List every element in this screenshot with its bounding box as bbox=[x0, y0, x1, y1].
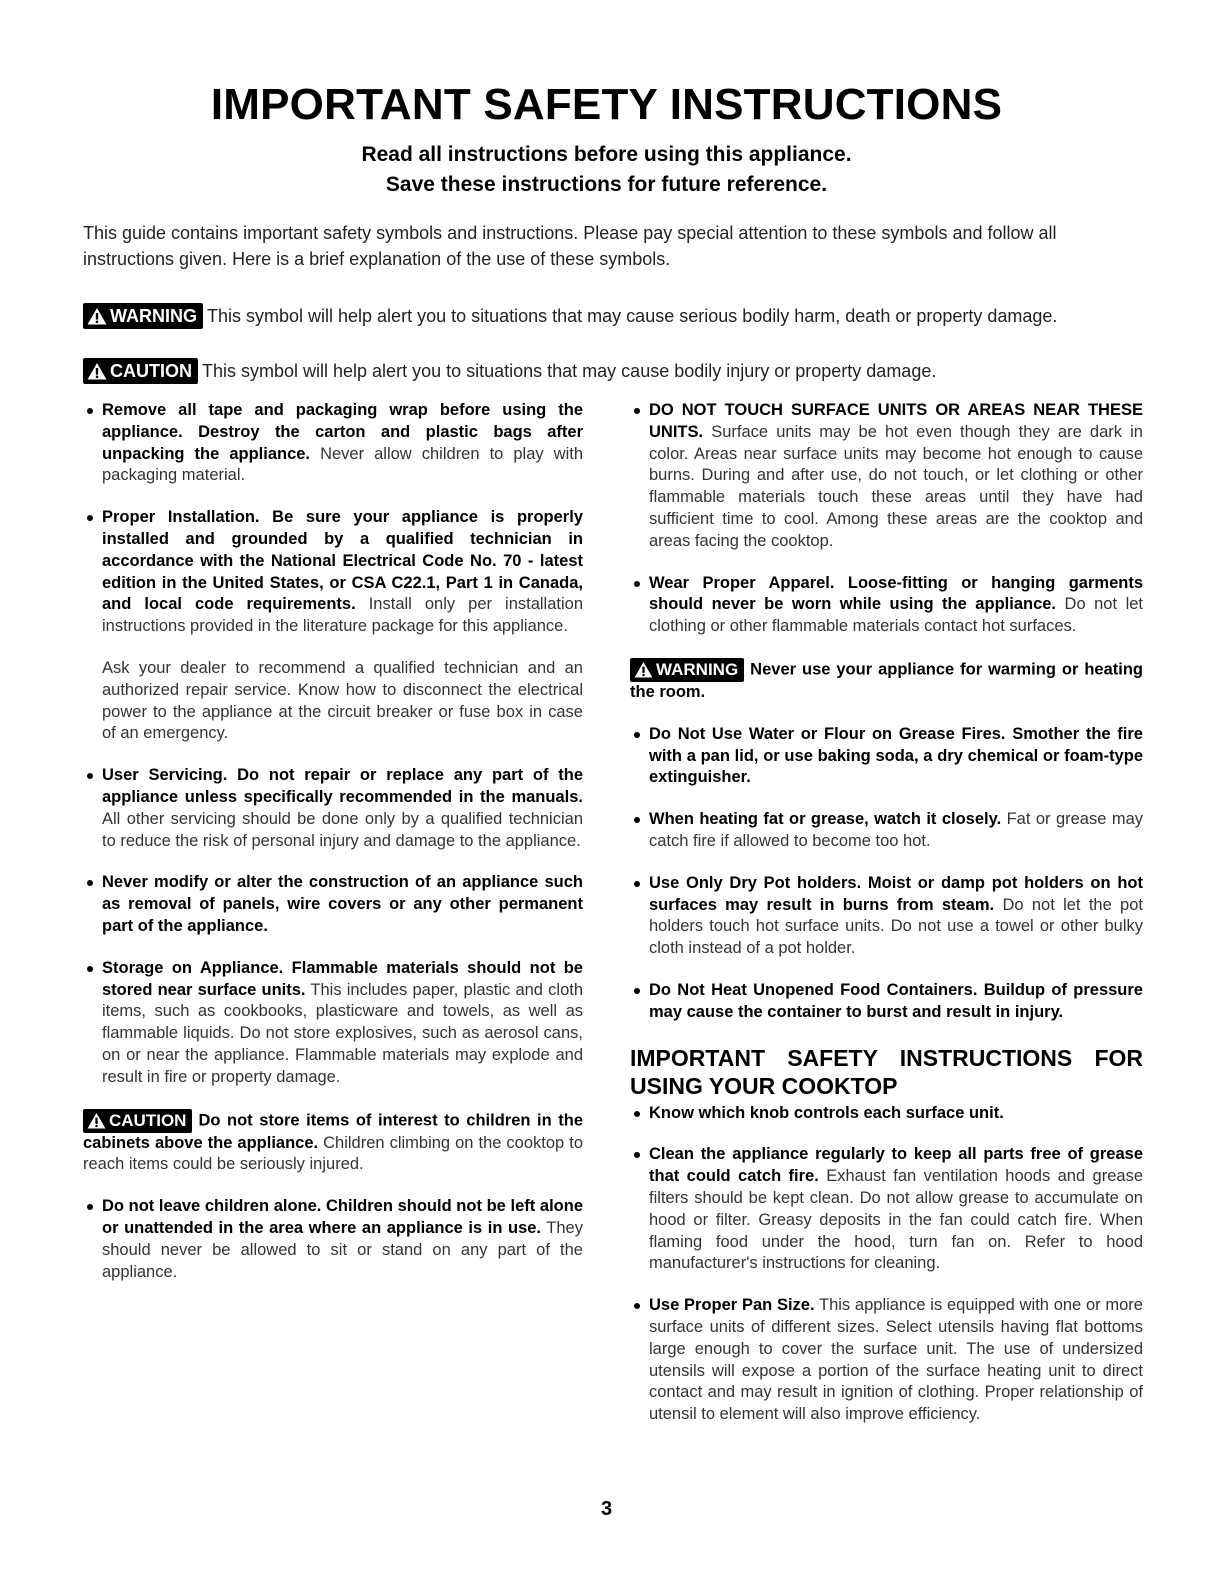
caution-symbol-row bbox=[83, 357, 936, 385]
caution-symbol-text: This symbol will help alert you to situations that may cause bodily injury or property damage. bbox=[202, 360, 937, 381]
item-bold-text: Never use your appliance for warming or heating the room. bbox=[630, 660, 1143, 701]
warning-triangle-icon bbox=[87, 362, 107, 380]
item-bold-text: Know which knob controls each surface unit. bbox=[649, 1103, 1004, 1122]
bullet-icon bbox=[87, 880, 93, 886]
list-item-proper-installation bbox=[83, 507, 583, 638]
list-item-storage bbox=[83, 958, 583, 1089]
subtitle-line-save: Save these instructions for future reference. bbox=[385, 173, 828, 196]
item-text: Surface units may be hot even though they are dark in color. Areas near surface units may become hot enough to cause burns. During and after use, do not touch, or let clothing or other flammable materials touch these areas until they have had sufficient time to cool. Among these areas are the cooktop and areas facing the cooktop. bbox=[649, 422, 1143, 550]
list-item-remove-packaging bbox=[83, 400, 583, 487]
item-bold-text: When heating fat or grease, watch it closely. bbox=[649, 810, 1002, 829]
bullet-icon bbox=[634, 1152, 640, 1158]
list-item-user-servicing bbox=[83, 765, 583, 852]
warning-triangle-icon bbox=[87, 307, 107, 325]
warning-symbol-text: This symbol will help alert you to situations that may cause serious bodily harm, death or property damage. bbox=[207, 305, 1058, 326]
caution-badge bbox=[83, 1109, 192, 1133]
list-item-pan-size bbox=[630, 1295, 1143, 1426]
bullet-icon bbox=[634, 988, 640, 994]
bullet-icon bbox=[87, 1204, 93, 1210]
warning-badge-label: WARNING bbox=[110, 306, 197, 326]
item-text: They should never be allowed to sit or stand on any part of the appliance. bbox=[102, 1218, 583, 1281]
item-bold-text: Wear Proper Apparel. Loose-fitting or hanging garments should never be worn while using the appliance. bbox=[649, 573, 1143, 614]
item-bold-text: Use Proper Pan Size. bbox=[649, 1296, 815, 1315]
warning-badge-label: WARNING bbox=[656, 659, 739, 679]
item-bold-text: Do not leave children alone. Children should not be left alone or unattended in the area where an appliance is in use. bbox=[102, 1197, 583, 1237]
page-title: IMPORTANT SAFETY INSTRUCTIONS bbox=[210, 80, 1003, 129]
item-text: Ask your dealer to recommend a qualified technician and an authorized repair service. Know how to disconnect the electrical power to the appliance at the circuit breaker or fuse box in case of an emergency. bbox=[102, 658, 583, 743]
section-heading-cooktop: IMPORTANT SAFETY INSTRUCTIONS FOR USING YOUR COOKTOP bbox=[630, 1044, 1143, 1099]
left-column bbox=[83, 400, 583, 1303]
item-text: Exhaust fan ventilation hoods and grease filters should be kept clean. Do not allow grease to accumulate on hood or filter. Greasy deposits in the fan could catch fire. When flaming food under the hood, turn fan on. Refer to hood manufacturer's instructions for cleaning. bbox=[649, 1167, 1144, 1273]
list-item-clean-appliance bbox=[630, 1144, 1143, 1275]
warning-triangle-icon bbox=[87, 1112, 106, 1129]
bullet-icon bbox=[634, 732, 640, 738]
bullet-icon bbox=[634, 817, 640, 823]
caution-badge-label: CAUTION bbox=[109, 1110, 187, 1130]
item-bold-text: Clean the appliance regularly to keep all parts free of grease that could catch fire. bbox=[649, 1145, 1143, 1186]
warning-note-heating-room bbox=[630, 658, 1143, 704]
list-item-grease-fires bbox=[630, 724, 1143, 789]
item-text: Children climbing on the cooktop to reach items could be seriously injured. bbox=[83, 1133, 583, 1174]
intro-paragraph: This guide contains important safety symbols and instructions. Please pay special attention to these symbols and follow all instructions given. Here is a brief explanation of the use of these symbols. bbox=[83, 223, 1057, 269]
bullet-icon bbox=[634, 1111, 640, 1117]
bullet-icon bbox=[87, 515, 93, 521]
item-bold-text: Do Not Use Water or Flour on Grease Fires. Smother the fire with a pan lid, or use baking soda, a dry chemical or foam-type extinguisher. bbox=[649, 724, 1143, 787]
caution-note-cabinets bbox=[83, 1109, 583, 1177]
caution-badge bbox=[83, 358, 198, 384]
item-text: Fat or grease may catch fire if allowed to become too hot. bbox=[649, 810, 1143, 850]
item-bold-text: Use Only Dry Pot holders. Moist or damp pot holders on hot surfaces may result in burns from steam. bbox=[649, 873, 1143, 914]
right-column bbox=[630, 400, 1143, 1446]
bullet-icon bbox=[87, 408, 93, 414]
list-item-unopened-containers bbox=[630, 980, 1143, 1024]
page-number: 3 bbox=[600, 1498, 613, 1520]
item-bold-text: Do not store items of interest to children in the cabinets above the appliance. bbox=[83, 1110, 583, 1152]
bullet-icon bbox=[87, 773, 93, 779]
paragraph-ask-dealer bbox=[83, 658, 583, 745]
warning-badge bbox=[83, 303, 203, 329]
warning-triangle-icon bbox=[634, 661, 653, 678]
item-bold-text: Storage on Appliance. Flammable materials should not be stored near surface units. bbox=[102, 958, 583, 999]
list-item-dry-pot-holders bbox=[630, 873, 1143, 960]
item-bold-text: Never modify or alter the construction of an appliance such as removal of panels, wire covers or any other permanent part of the appliance. bbox=[102, 873, 583, 935]
caution-badge-label: CAUTION bbox=[110, 361, 192, 381]
item-text: This includes paper, plastic and cloth items, such as cookbooks, plasticware and towels, as well as flammable liquids. Do not store explosives, such as aerosol cans, on or near the appliance. Flammable materials may explode and result in fire or property damage. bbox=[102, 980, 584, 1086]
item-text: Never allow children to play with packaging material. bbox=[102, 444, 584, 485]
bullet-icon bbox=[634, 408, 640, 414]
list-item-heating-fat bbox=[630, 809, 1143, 853]
item-bold-text: DO NOT TOUCH SURFACE UNITS OR AREAS NEAR THESE UNITS. bbox=[649, 401, 1143, 441]
warning-symbol-row bbox=[83, 302, 1057, 330]
item-bold-text: Do Not Heat Unopened Food Containers. Buildup of pressure may cause the container to burst and result in injury. bbox=[649, 980, 1143, 1021]
list-item-know-knob bbox=[630, 1103, 1143, 1125]
bullet-icon bbox=[634, 581, 640, 587]
item-bold-text: Proper Installation. Be sure your appliance is properly installed and grounded by a qualified technician in accordance with the National Electrical Code No. 70 - latest edition in the United States, or CSA C22.1, Part 1 in Canada, and local code requirements. bbox=[102, 508, 583, 614]
list-item-children-alone bbox=[83, 1196, 583, 1283]
item-text: Do not let clothing or other flammable materials contact hot surfaces. bbox=[649, 595, 1143, 636]
subtitle-line-read: Read all instructions before using this appliance. bbox=[361, 143, 852, 166]
list-item-proper-apparel bbox=[630, 573, 1143, 638]
item-text: Do not let the pot holders touch hot surface units. Do not use a towel or other bulky cloth instead of a pot holder. bbox=[649, 895, 1143, 958]
list-item-never-modify bbox=[83, 872, 583, 937]
bullet-icon bbox=[634, 881, 640, 887]
item-text: This appliance is equipped with one or more surface units of different sizes. Select utensils having flat bottoms large enough to cover the surface unit. The use of undersized utensils will expose a portion of the surface heating unit to direct contact and may result in ignition of clothing. Proper relationship of utensil to element will also improve efficiency. bbox=[649, 1296, 1143, 1424]
item-bold-text: User Servicing. Do not repair or replace any part of the appliance unless specifically recommended in the manuals. bbox=[102, 766, 583, 806]
warning-badge bbox=[630, 658, 744, 682]
item-bold-text: Remove all tape and packaging wrap before using the appliance. Destroy the carton and plastic bags after unpacking the appliance. bbox=[102, 401, 583, 463]
list-item-do-not-touch bbox=[630, 400, 1143, 553]
subtitle bbox=[0, 140, 1213, 200]
bullet-icon bbox=[634, 1303, 640, 1309]
item-text: All other servicing should be done only by a qualified technician to reduce the risk of personal injury and damage to the appliance. bbox=[102, 809, 583, 850]
bullet-icon bbox=[87, 966, 93, 972]
item-text: Install only per installation instructions provided in the literature package for this appliance. bbox=[102, 595, 584, 636]
